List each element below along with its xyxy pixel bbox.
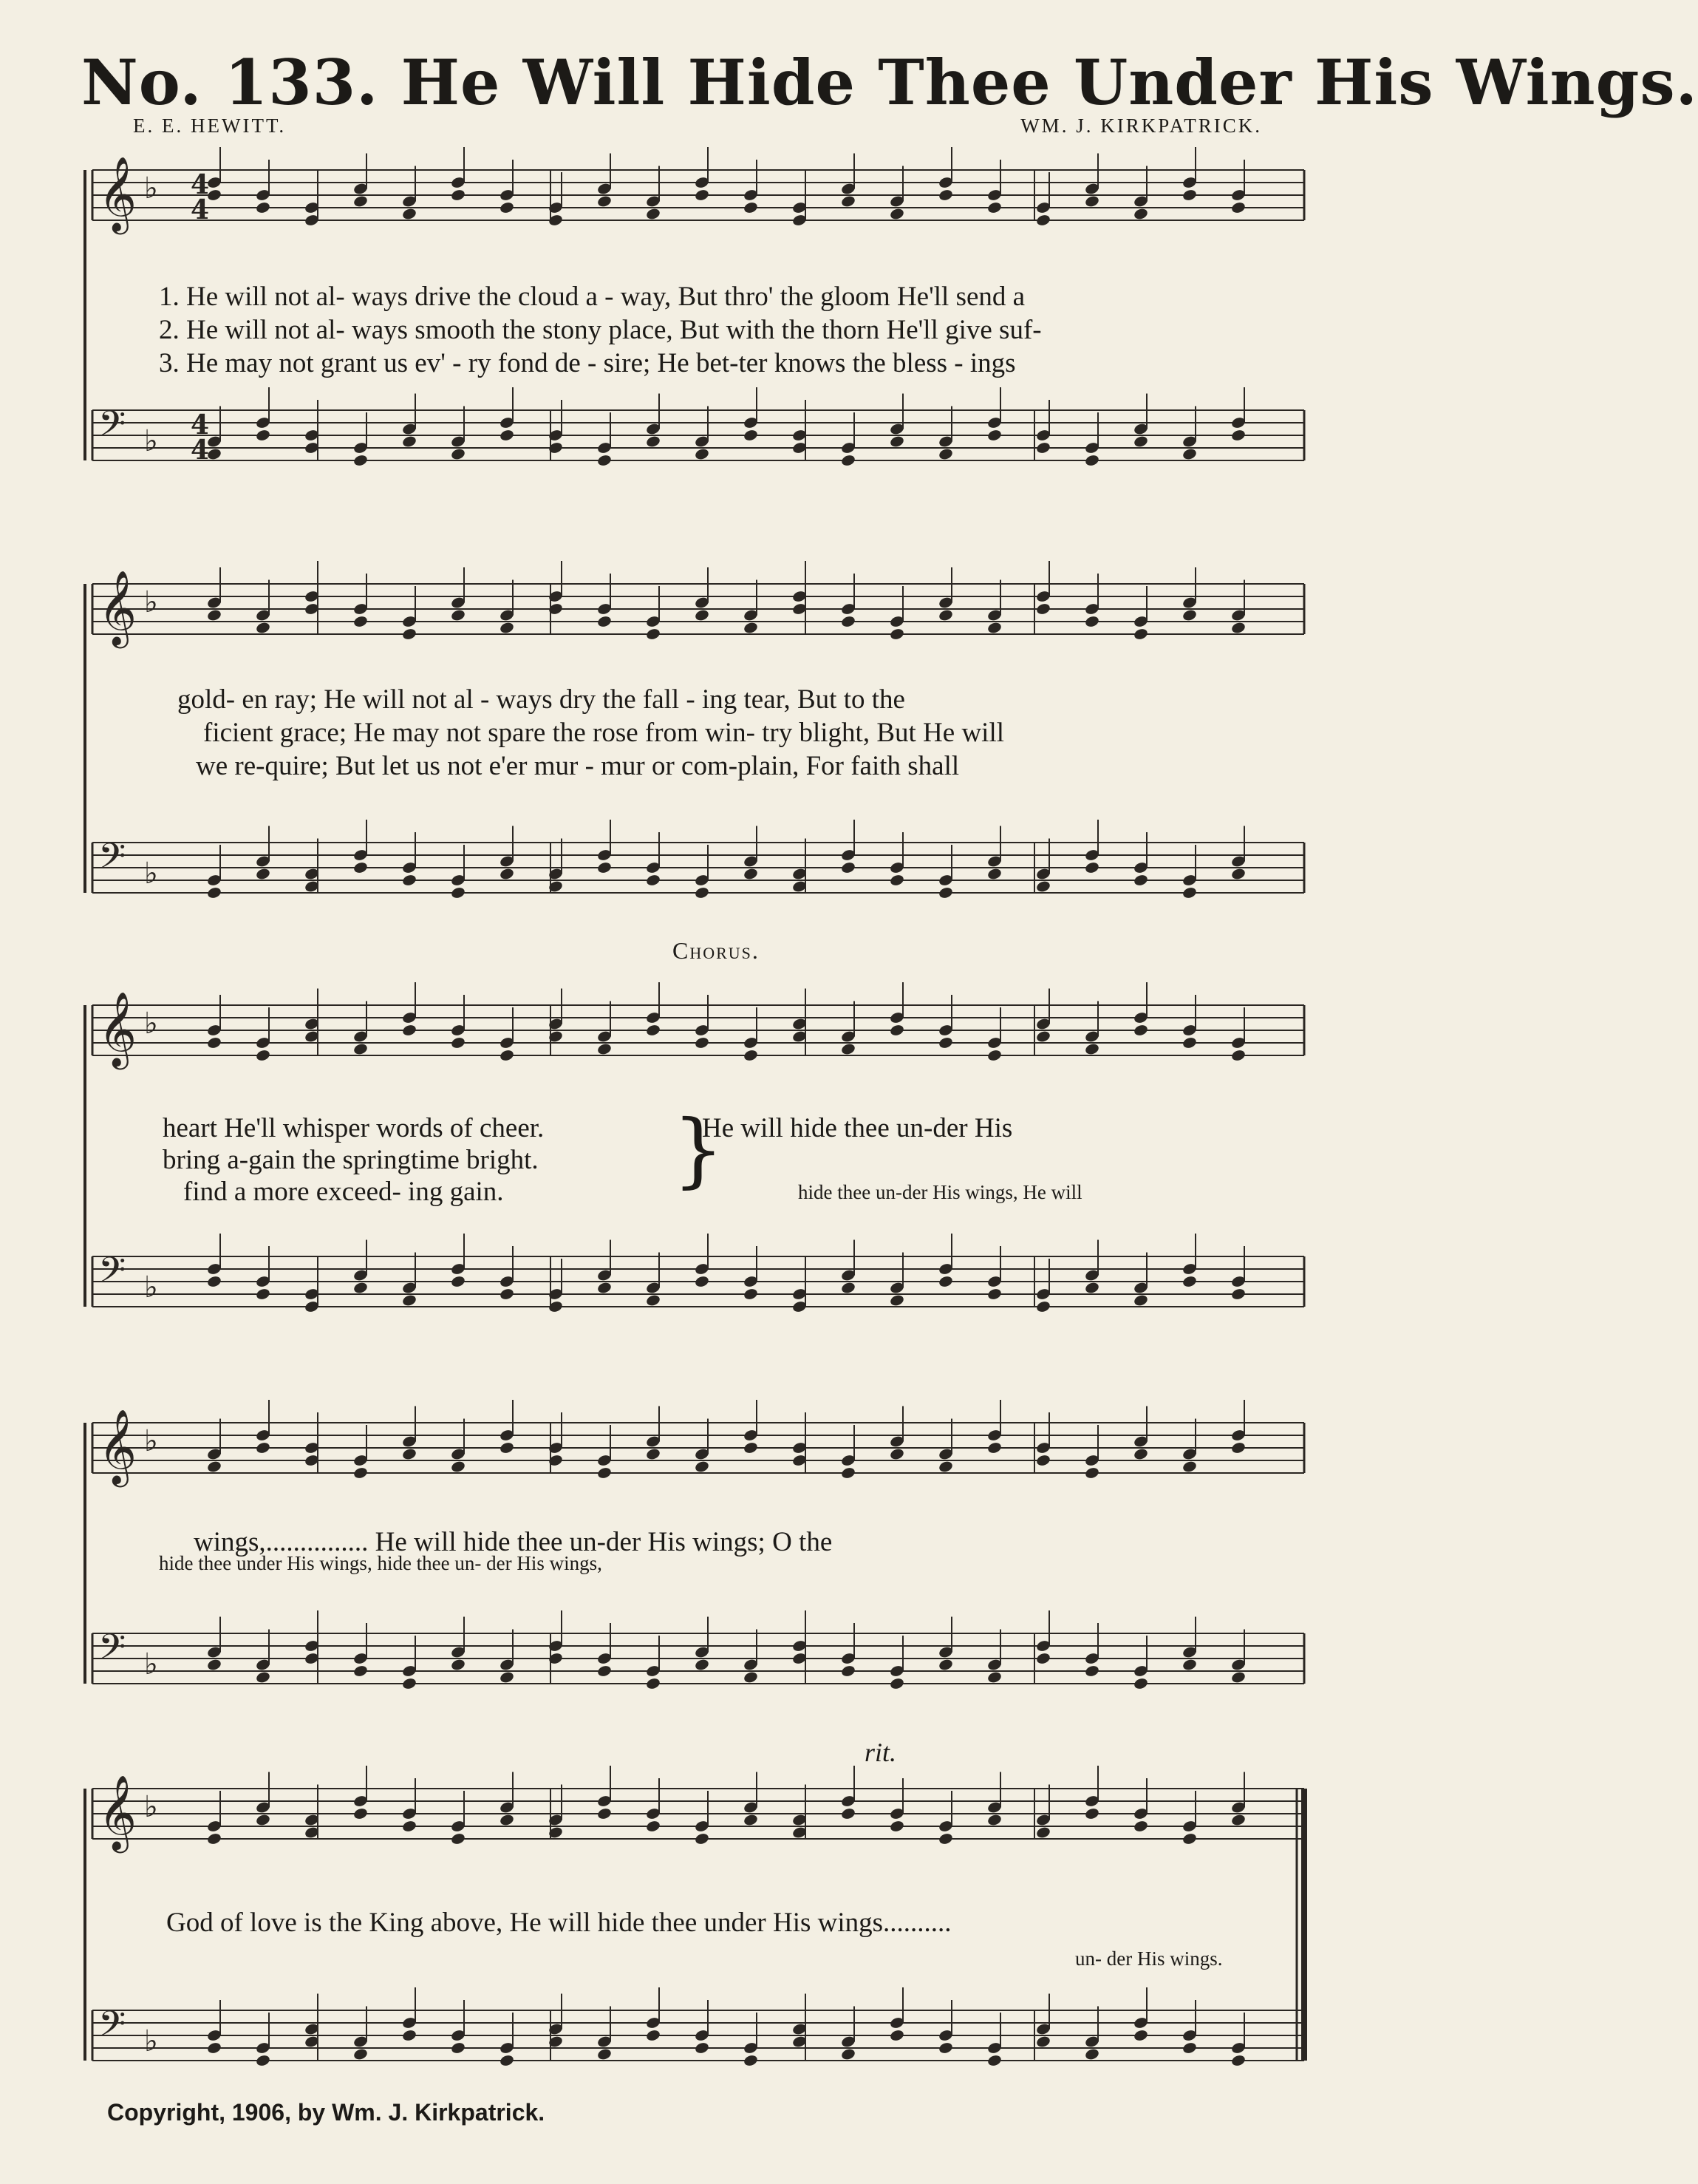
flat-sign: ♭ <box>144 171 158 205</box>
note-head <box>1084 2047 1099 2061</box>
note-head <box>352 194 368 208</box>
note-head <box>889 1024 904 1037</box>
note-head <box>1230 621 1246 634</box>
note-head <box>840 194 856 208</box>
note-head <box>986 1813 1002 1826</box>
note-head <box>1182 1832 1197 1845</box>
note-head <box>352 1807 368 1820</box>
note-head <box>401 1024 417 1037</box>
note-head <box>645 627 661 641</box>
note-head <box>694 1832 709 1845</box>
note-head <box>1084 1466 1099 1480</box>
flat-sign: ♭ <box>144 2024 158 2058</box>
note-head <box>499 2054 514 2067</box>
note-head <box>840 454 856 467</box>
note-head <box>694 188 709 202</box>
note-head <box>938 608 953 622</box>
bass-lyric-s4: hide thee under His wings, hide thee un- der His wings, <box>159 1552 602 1574</box>
note-head <box>596 1664 612 1678</box>
note-head <box>1230 429 1246 442</box>
note-head <box>352 2047 368 2061</box>
note-head <box>450 1832 466 1845</box>
note-head <box>499 1287 514 1301</box>
note-head <box>1133 1820 1148 1833</box>
note-head <box>694 2041 709 2055</box>
time-signature: 4 <box>191 409 210 440</box>
bass-lyric-s5: un- der His wings. <box>1075 1947 1223 1970</box>
note-head <box>596 1807 612 1820</box>
note-head <box>938 447 953 460</box>
note-head <box>255 1813 270 1826</box>
note-head <box>401 1293 417 1307</box>
note-head <box>840 1281 856 1294</box>
note-head <box>206 1832 222 1845</box>
note-head <box>206 1036 222 1050</box>
chorus-label: Chorus. <box>672 937 760 964</box>
note-head <box>1182 1036 1197 1050</box>
note-head <box>889 627 904 641</box>
note-head <box>1084 194 1099 208</box>
note-head <box>1182 2041 1197 2055</box>
note-head <box>889 2029 904 2042</box>
bass-clef: 𝄢 <box>98 403 126 453</box>
note-head <box>450 188 466 202</box>
note-head <box>840 861 856 874</box>
flat-sign: ♭ <box>144 857 158 891</box>
note-head <box>596 1042 612 1055</box>
note-head <box>889 435 904 448</box>
note-head <box>401 1447 417 1460</box>
note-head <box>499 1813 514 1826</box>
note-head <box>840 1466 856 1480</box>
note-head <box>1084 615 1099 628</box>
note-head <box>1084 1281 1099 1294</box>
note-head <box>499 201 514 214</box>
note-head <box>1133 1677 1148 1690</box>
note-head <box>1035 1826 1051 1839</box>
note-head <box>645 1447 661 1460</box>
note-head <box>206 1460 222 1473</box>
bass-clef: 𝄢 <box>98 835 126 885</box>
note-head <box>499 1670 514 1684</box>
note-head <box>1133 874 1148 887</box>
bass-clef: 𝄢 <box>98 2003 126 2053</box>
lyric-line-s5: God of love is the King above, He will hide thee under His wings.......... <box>166 1908 952 1938</box>
flat-sign: ♭ <box>144 1270 158 1304</box>
note-head <box>1084 1664 1099 1678</box>
note-head <box>1035 2035 1051 2048</box>
note-head <box>1133 1293 1148 1307</box>
treble-clef: 𝄞 <box>98 1774 137 1850</box>
note-head <box>743 429 758 442</box>
note-head <box>450 1460 466 1473</box>
note-head <box>645 1024 661 1037</box>
note-head <box>596 861 612 874</box>
note-head <box>499 429 514 442</box>
note-head <box>645 1677 661 1690</box>
note-head <box>840 1042 856 1055</box>
note-head <box>401 874 417 887</box>
note-head <box>255 1670 270 1684</box>
note-head <box>938 1460 953 1473</box>
note-head <box>450 447 466 460</box>
note-head <box>1133 627 1148 641</box>
note-head <box>596 1466 612 1480</box>
note-head <box>450 1275 466 1288</box>
bass-clef: 𝄢 <box>98 1626 126 1676</box>
note-head <box>352 1466 368 1480</box>
note-head <box>255 2054 270 2067</box>
note-head <box>938 886 953 899</box>
note-head <box>1230 867 1246 880</box>
composer-credit: WM. J. KIRKPATRICK. <box>1020 115 1262 137</box>
note-head <box>694 608 709 622</box>
note-head <box>255 621 270 634</box>
note-head <box>889 874 904 887</box>
copyright-notice: Copyright, 1906, by Wm. J. Kirkpatrick. <box>107 2099 545 2126</box>
note-head <box>1133 435 1148 448</box>
note-head <box>743 1287 758 1301</box>
note-head <box>401 207 417 220</box>
note-head <box>1133 2029 1148 2042</box>
note-head <box>645 207 661 220</box>
note-head <box>840 2047 856 2061</box>
note-head <box>694 886 709 899</box>
note-head <box>1182 1658 1197 1671</box>
note-head <box>352 454 368 467</box>
flat-sign: ♭ <box>144 585 158 619</box>
note-head <box>596 454 612 467</box>
time-signature: 4 <box>191 194 210 225</box>
note-head <box>1230 201 1246 214</box>
note-head <box>1182 608 1197 622</box>
note-head <box>499 1049 514 1062</box>
note-head <box>889 1677 904 1690</box>
note-head <box>1133 207 1148 220</box>
note-head <box>889 1820 904 1833</box>
bass-clef: 𝄢 <box>98 1249 126 1299</box>
note-head <box>450 1658 466 1671</box>
note-head <box>694 1275 709 1288</box>
lyric-line-s2-v2: ficient grace; He may not spare the rose from win- try blight, But He will <box>203 718 1005 748</box>
note-head <box>645 874 661 887</box>
time-signature: 4 <box>191 435 210 466</box>
note-head <box>596 1281 612 1294</box>
note-head <box>1230 2054 1246 2067</box>
note-head <box>401 1677 417 1690</box>
note-head <box>840 615 856 628</box>
note-head <box>938 188 953 202</box>
note-head <box>645 1293 661 1307</box>
note-head <box>1230 1287 1246 1301</box>
note-head <box>938 1832 953 1845</box>
note-head <box>1035 1652 1051 1665</box>
note-head <box>840 1664 856 1678</box>
note-head <box>986 1441 1002 1455</box>
note-head <box>986 621 1002 634</box>
note-head <box>889 207 904 220</box>
note-head <box>986 201 1002 214</box>
note-head <box>206 1275 222 1288</box>
note-head <box>1182 1460 1197 1473</box>
note-head <box>1084 1042 1099 1055</box>
note-head <box>743 2054 758 2067</box>
note-head <box>206 2041 222 2055</box>
note-head <box>450 608 466 622</box>
note-head <box>743 1049 758 1062</box>
note-head <box>645 2029 661 2042</box>
treble-clef: 𝄞 <box>98 155 137 231</box>
note-head <box>986 867 1002 880</box>
note-head <box>645 435 661 448</box>
note-head <box>352 861 368 874</box>
note-head <box>206 608 222 622</box>
lyric-line-s2-v3: we re-quire; But let us not e'er mur - mur or com-plain, For faith shall <box>196 751 960 781</box>
note-head <box>645 1820 661 1833</box>
note-head <box>206 1658 222 1671</box>
note-head <box>450 886 466 899</box>
note-head <box>450 2041 466 2055</box>
lyric-line-s3-v3: find a more exceed- ing gain. <box>183 1177 504 1207</box>
note-head <box>1035 1030 1051 1043</box>
treble-clef: 𝄞 <box>98 1408 137 1484</box>
note-head <box>889 1293 904 1307</box>
note-head <box>1182 447 1197 460</box>
note-head <box>499 1441 514 1455</box>
note-head <box>499 621 514 634</box>
note-head <box>938 2041 953 2055</box>
treble-clef: 𝄞 <box>98 990 137 1067</box>
lyric-line-s1-v3: 3. He may not grant us ev' - ry fond de - sire; He bet-ter knows the bless - ings <box>159 348 1016 378</box>
note-head <box>743 201 758 214</box>
note-head <box>938 1658 953 1671</box>
note-head <box>255 1049 270 1062</box>
note-head <box>596 2047 612 2061</box>
note-head <box>1182 886 1197 899</box>
note-head <box>1035 602 1051 616</box>
note-head <box>499 867 514 880</box>
note-head <box>1035 214 1051 227</box>
note-head <box>986 1049 1002 1062</box>
note-head <box>255 1287 270 1301</box>
note-head <box>401 627 417 641</box>
note-head <box>743 621 758 634</box>
note-head <box>450 1036 466 1050</box>
note-head <box>352 1281 368 1294</box>
note-head <box>352 1664 368 1678</box>
lyric-line-s3-v1: heart He'll whisper words of cheer. <box>163 1113 545 1143</box>
note-head <box>401 435 417 448</box>
tempo-mark-rit: rit. <box>865 1738 897 1767</box>
note-head <box>1084 1807 1099 1820</box>
note-head <box>743 1670 758 1684</box>
note-head <box>596 194 612 208</box>
lyric-line-s3-v2: bring a-gain the springtime bright. <box>163 1145 539 1175</box>
note-head <box>352 1042 368 1055</box>
flat-sign: ♭ <box>144 1790 158 1824</box>
note-head <box>694 447 709 460</box>
lyric-line-s1-v2: 2. He will not al- ways smooth the stony place, But with the thorn He'll give suf- <box>159 315 1042 345</box>
note-head <box>1230 1813 1246 1826</box>
note-head <box>694 1460 709 1473</box>
note-head <box>694 1036 709 1050</box>
note-head <box>596 615 612 628</box>
note-head <box>401 2029 417 2042</box>
note-head <box>986 1670 1002 1684</box>
note-head <box>255 867 270 880</box>
note-head <box>986 2054 1002 2067</box>
bass-lyric-s3: hide thee un-der His wings, He will <box>798 1181 1082 1203</box>
note-head <box>206 886 222 899</box>
note-head <box>889 1447 904 1460</box>
note-head <box>1133 1024 1148 1037</box>
note-head <box>938 1275 953 1288</box>
note-head <box>840 1807 856 1820</box>
note-head <box>352 615 368 628</box>
note-head <box>986 1287 1002 1301</box>
note-head <box>743 1441 758 1455</box>
lyricist-credit: E. E. HEWITT. <box>133 115 287 137</box>
note-head <box>1035 880 1051 893</box>
note-head <box>743 1813 758 1826</box>
lyric-line-s1-v1: 1. He will not al- ways drive the cloud a - way, But thro' the gloom He'll send a <box>159 282 1026 312</box>
note-head <box>986 429 1002 442</box>
note-head <box>1230 1441 1246 1455</box>
note-head <box>255 201 270 214</box>
note-head <box>1084 861 1099 874</box>
note-head <box>1182 188 1197 202</box>
note-head <box>694 1658 709 1671</box>
note-head <box>255 429 270 442</box>
note-head <box>1084 454 1099 467</box>
note-head <box>1035 441 1051 455</box>
time-signature: 4 <box>191 169 210 200</box>
note-head <box>255 1441 270 1455</box>
treble-clef: 𝄞 <box>98 569 137 645</box>
note-head <box>1230 1670 1246 1684</box>
flat-sign: ♭ <box>144 424 158 458</box>
note-head <box>1035 1300 1051 1313</box>
note-head <box>1230 1049 1246 1062</box>
flat-sign: ♭ <box>144 1007 158 1041</box>
flat-sign: ♭ <box>144 1647 158 1681</box>
lyric-line-s2-v1: gold- en ray; He will not al - ways dry the fall - ing tear, But to the <box>177 684 905 715</box>
note-head <box>1035 1454 1051 1467</box>
lyric-line-s4: wings,............... He will hide thee un-der His wings; O the <box>194 1527 833 1557</box>
note-head <box>1133 1447 1148 1460</box>
chorus-lyric-s3: He will hide thee un-der His <box>702 1113 1013 1143</box>
verse-brace: } <box>672 1102 724 1197</box>
flat-sign: ♭ <box>144 1424 158 1458</box>
note-head <box>938 1036 953 1050</box>
note-head <box>401 1820 417 1833</box>
note-head <box>1182 1275 1197 1288</box>
note-head <box>743 867 758 880</box>
hymn-title: No. 133. He Will Hide Thee Under His Wings. <box>81 46 1698 119</box>
